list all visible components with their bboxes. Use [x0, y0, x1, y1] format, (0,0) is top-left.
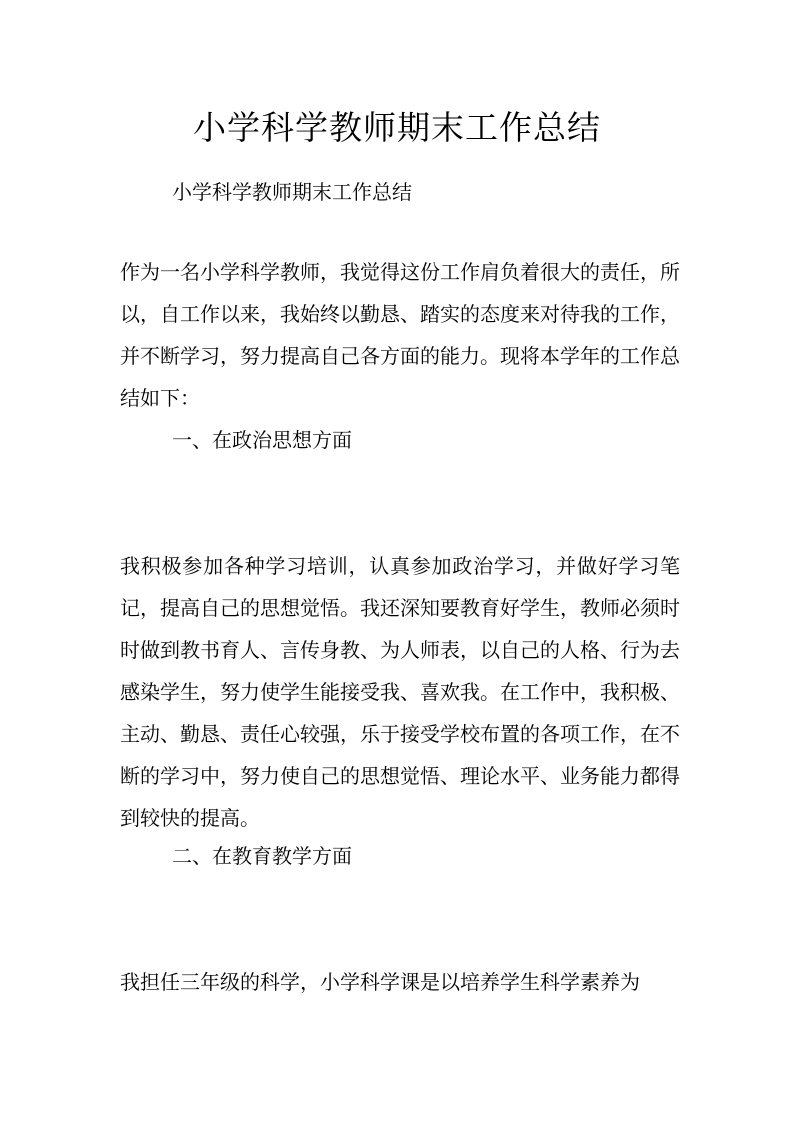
politics-paragraph: 我积极参加各种学习培训，认真参加政治学习，并做好学习笔记，提高自己的思想觉悟。我还深知要教育好学生，教师必须时时做到教书育人、言传身教、为人师表，以自己的人格、行为去感染学生，努力使学生能接受我、喜欢我。在工作中，我积极、主动、勤恳、责任心较强，乐于接受学校布置的各项工作，在不断的学习中，努力使自己的思想觉悟、理论水平、业务能力都得到较快的提高。 — [120, 554, 680, 830]
section-heading-politics: 一、在政治思想方面 — [172, 428, 352, 452]
document-title: 小学科学教师期末工作总结 — [193, 108, 601, 147]
teaching-paragraph: 我担任三年级的科学，小学科学课是以培养学生科学素养为 — [120, 970, 640, 994]
intro-paragraph: 作为一名小学科学教师，我觉得这份工作肩负着很大的责任，所以，自工作以来，我始终以勤恳、踏实的态度来对待我的工作，并不断学习，努力提高自己各方面的能力。现将本学年的工作总结如下： — [120, 260, 680, 410]
section-heading-teaching: 二、在教育教学方面 — [172, 844, 352, 868]
document-subtitle: 小学科学教师期末工作总结 — [172, 180, 412, 204]
